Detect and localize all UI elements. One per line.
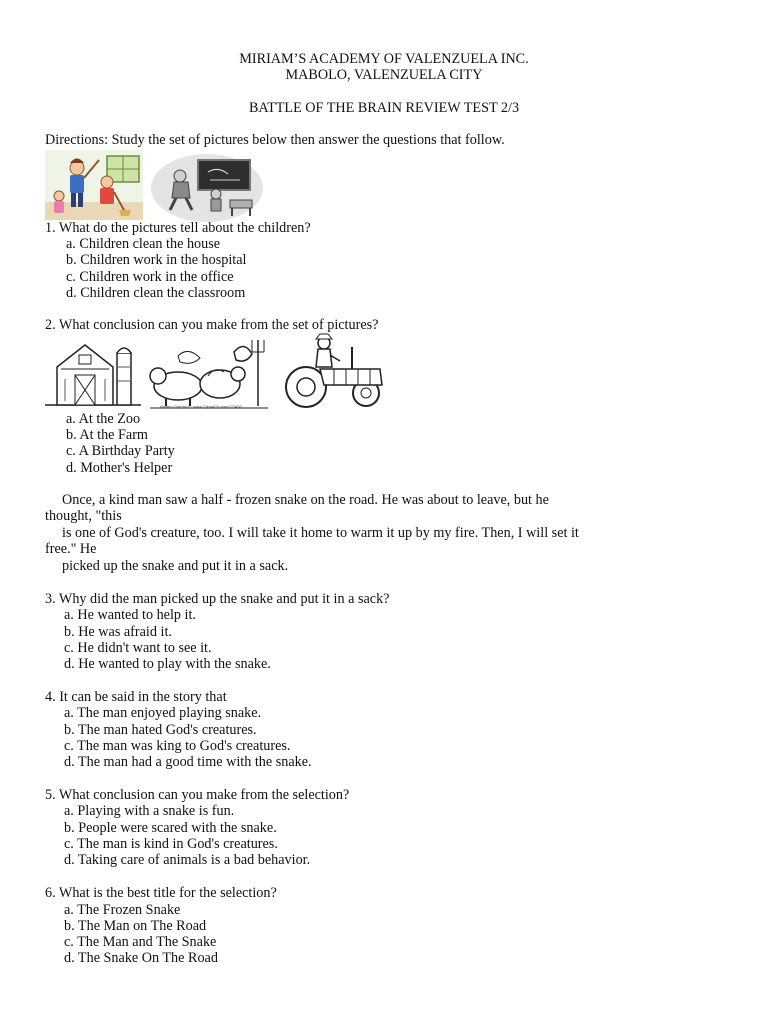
choice-5d: d. Taking care of animals is a bad behavior. (64, 852, 311, 868)
passage-line-3: is one of God's creature, too. I will take it home to warm it up by my fire. Then, I will set it (62, 525, 579, 541)
choice-1c: c. Children work in the office (66, 269, 234, 285)
question-6: 6. What is the best title for the selection? (45, 885, 277, 901)
passage-line-1: Once, a kind man saw a half - frozen snake on the road. He was about to leave, but he (62, 492, 549, 508)
choice-2d: d. Mother's Helper (66, 460, 173, 476)
directions: Directions: Study the set of pictures below then answer the questions that follow. (45, 132, 505, 148)
school-name: MIRIAM’S ACADEMY OF VALENZUELA INC. (239, 51, 529, 67)
choice-6c: c. The Man and The Snake (64, 934, 217, 950)
choice-6d: d. The Snake On The Road (64, 950, 218, 966)
children-at-chalkboard-picture (150, 152, 264, 222)
question-2: 2. What conclusion can you make from the set of pictures? (45, 317, 379, 333)
passage-line-5: picked up the snake and put it in a sack. (62, 558, 289, 574)
choice-2b: b. At the Farm (66, 427, 148, 443)
choice-1d: d. Children clean the classroom (66, 285, 246, 301)
test-title: BATTLE OF THE BRAIN REVIEW TEST 2/3 (248, 100, 520, 116)
barn-picture (45, 339, 141, 411)
choice-1a: a. Children clean the house (66, 236, 221, 252)
choice-2a: a. At the Zoo (66, 411, 141, 427)
choice-6b: b. The Man on The Road (64, 918, 207, 934)
question-1: 1. What do the pictures tell about the children? (45, 220, 311, 236)
choice-4d: d. The man had a good time with the snake. (64, 754, 312, 770)
choice-6a: a. The Frozen Snake (64, 902, 181, 918)
choice-3b: b. He was afraid it. (64, 624, 172, 640)
farm-animals-picture (148, 336, 272, 414)
choice-3a: a. He wanted to help it. (64, 607, 196, 623)
choice-2c: c. A Birthday Party (66, 443, 175, 459)
farmer-on-tractor-picture (284, 333, 384, 411)
choice-1b: b. Children work in the hospital (66, 252, 247, 268)
choice-4c: c. The man was king to God's creatures. (64, 738, 291, 754)
choice-5a: a. Playing with a snake is fun. (64, 803, 235, 819)
choice-5c: c. The man is kind in God's creatures. (64, 836, 278, 852)
passage-line-2: thought, "this (45, 508, 122, 524)
passage-line-4: free." He (45, 541, 97, 557)
choice-3c: c. He didn't want to see it. (64, 640, 212, 656)
school-address: MABOLO, VALENZUELA CITY (285, 67, 483, 83)
question-4: 4. It can be said in the story that (45, 689, 227, 705)
choice-5b: b. People were scared with the snake. (64, 820, 277, 836)
question-3: 3. Why did the man picked up the snake and put it in a sack? (45, 591, 390, 607)
children-cleaning-classroom-picture (45, 150, 143, 220)
choice-4b: b. The man hated God's creatures. (64, 722, 257, 738)
choice-4a: a. The man enjoyed playing snake. (64, 705, 262, 721)
choice-3d: d. He wanted to play with the snake. (64, 656, 271, 672)
question-5: 5. What conclusion can you make from the selection? (45, 787, 350, 803)
clipart-credit: Written Graphics · www.ClipartOf.com/123456 (160, 404, 242, 409)
